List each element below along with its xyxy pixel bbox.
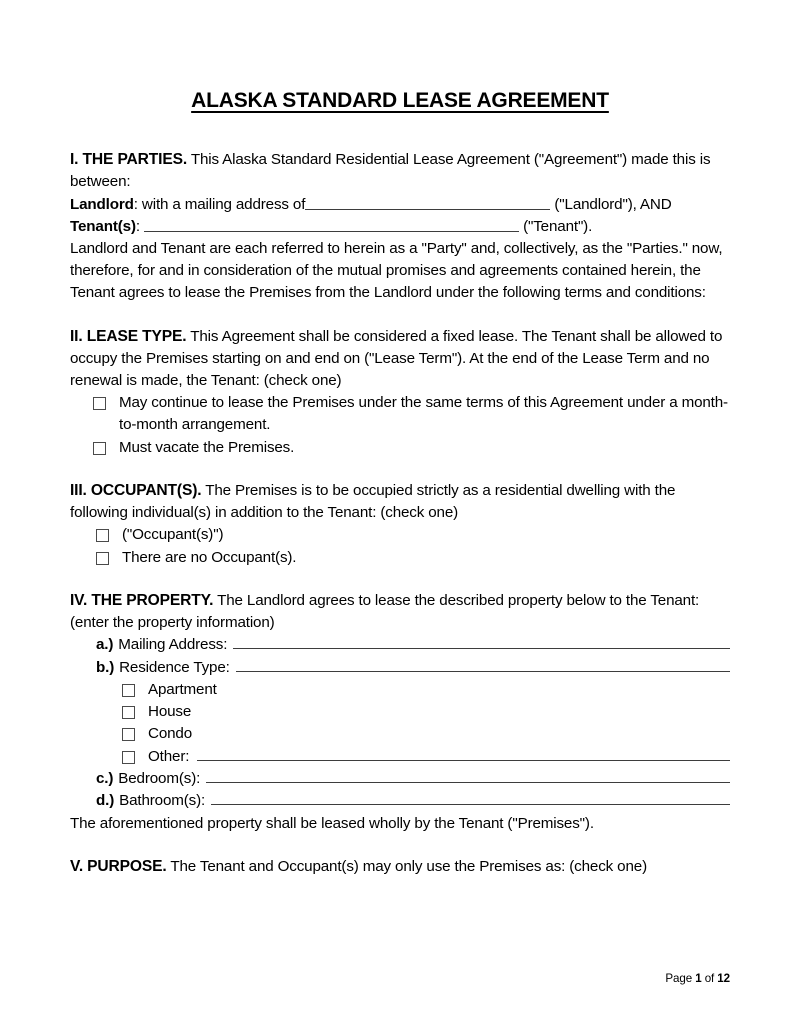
- spacer: [70, 305, 730, 326]
- mailing-address-field[interactable]: [233, 636, 730, 649]
- spacer: [70, 835, 730, 856]
- field-label: Bedroom(s):: [118, 769, 201, 787]
- section-purpose-intro-text: The Tenant and Occupant(s) may only use the Premises as: (check one): [166, 857, 647, 875]
- spacer: [70, 459, 730, 480]
- section-property-closing: The aforementioned property shall be leased wholly by the Tenant ("Premises").: [70, 814, 594, 832]
- list-item[interactable]: [122, 701, 730, 723]
- field-letter: d.): [96, 792, 115, 810]
- residence-type-options: [122, 679, 730, 768]
- list-item-other[interactable]: [122, 746, 730, 768]
- section-occupants-intro-text: The Premises is to be occupied strictly as a residential dwelling with the following individual(s) in addition to the Tenant: (check one): [70, 481, 676, 522]
- residence-type-other-row: [148, 746, 730, 768]
- footer-current-page: 1: [695, 972, 702, 985]
- residence-type-condo-label: Condo: [148, 725, 193, 743]
- property-field-mailing-address[interactable]: [96, 634, 730, 656]
- page-footer: [0, 972, 730, 985]
- bathrooms-field[interactable]: [211, 792, 730, 805]
- bedrooms-field[interactable]: [206, 770, 730, 783]
- residence-type-house-label: House: [148, 703, 192, 721]
- checkbox-icon[interactable]: [96, 552, 109, 565]
- list-item[interactable]: [122, 679, 730, 701]
- section-lease-type-intro: [70, 326, 730, 393]
- section-parties-intro-text: This Alaska Standard Residential Lease Agreement ("Agreement") made this is between:: [70, 151, 711, 191]
- list-item[interactable]: [96, 524, 730, 546]
- landlord-suffix: ("Landlord"), AND: [554, 195, 672, 213]
- page-title: [70, 88, 730, 114]
- property-field-residence-type[interactable]: [96, 657, 730, 679]
- tenant-text: :: [135, 217, 145, 235]
- section-lease-type-intro-text: This Agreement shall be considered a fixed lease. The Tenant shall be allowed to occupy the Premises starting on and end on ("Lease Term"). At the end of the Lease Term and no renewal is made, the Tenant: (check one): [70, 327, 723, 390]
- checkbox-icon[interactable]: [93, 397, 106, 410]
- list-item[interactable]: [122, 723, 730, 745]
- occupants-option-label: ("Occupant(s)"): [122, 526, 224, 544]
- list-item[interactable]: [93, 392, 730, 436]
- property-field-bedrooms[interactable]: [96, 768, 730, 790]
- landlord-label: Landlord: [70, 195, 134, 213]
- residence-type-field[interactable]: [236, 659, 730, 672]
- landlord-line: [70, 194, 730, 216]
- section-purpose-heading: V. PURPOSE.: [70, 857, 167, 875]
- section-lease-type-heading: II. LEASE TYPE.: [70, 327, 187, 345]
- field-label: Residence Type:: [119, 658, 230, 676]
- checkbox-icon[interactable]: [122, 751, 135, 764]
- section-occupants-heading: III. OCCUPANT(S).: [70, 481, 202, 499]
- footer-total-pages: 12: [717, 972, 730, 985]
- tenant-line: [70, 216, 730, 238]
- occupants-option-label: There are no Occupant(s).: [122, 548, 297, 566]
- residence-type-other-field[interactable]: [197, 748, 730, 761]
- field-letter: b.): [96, 658, 115, 676]
- document-body: [70, 88, 730, 878]
- page-title-text: ALASKA STANDARD LEASE AGREEMENT: [191, 89, 609, 112]
- section-parties-heading: I. THE PARTIES.: [70, 151, 188, 169]
- footer-middle: of: [701, 972, 718, 985]
- section-property-intro: [70, 590, 730, 634]
- spacer: [70, 114, 730, 149]
- checkbox-icon[interactable]: [122, 706, 135, 719]
- checkbox-icon[interactable]: [93, 442, 106, 455]
- tenant-suffix: ("Tenant").: [523, 217, 593, 235]
- spacer: [70, 569, 730, 590]
- checkbox-icon[interactable]: [96, 529, 109, 542]
- landlord-address-field[interactable]: [305, 196, 550, 210]
- lease-type-options: [93, 392, 730, 459]
- footer-prefix: Page: [665, 972, 696, 985]
- section-property-intro-text: The Landlord agrees to lease the described property below to the Tenant: (enter the property information): [70, 591, 700, 631]
- list-item[interactable]: [96, 547, 730, 569]
- residence-type-other-label: Other:: [148, 747, 190, 765]
- tenant-name-field[interactable]: [144, 218, 519, 232]
- section-parties-body: Landlord and Tenant are each referred to herein as a "Party" and, collectively, as the "Parties." now, therefore, for and in consideration of the mutual promises and agreements contained herein, the Tenant agrees to lease the Premises from the Landlord under the following terms and conditions:: [70, 240, 723, 302]
- section-property-heading: IV. THE PROPERTY.: [70, 591, 214, 609]
- field-letter: c.): [96, 769, 114, 787]
- section-parties-intro: [70, 149, 730, 193]
- field-label: Mailing Address:: [118, 636, 228, 654]
- section-purpose-intro: [70, 856, 730, 878]
- lease-type-option-label: Must vacate the Premises.: [119, 438, 295, 456]
- field-label: Bathroom(s):: [119, 792, 206, 810]
- section-occupants-intro: [70, 480, 730, 524]
- list-item[interactable]: [93, 437, 730, 459]
- residence-type-apartment-label: Apartment: [148, 680, 217, 698]
- checkbox-icon[interactable]: [122, 728, 135, 741]
- field-letter: a.): [96, 636, 114, 654]
- property-field-bathrooms[interactable]: [96, 790, 730, 812]
- lease-type-option-label: May continue to lease the Premises under the same terms of this Agreement under a month-to-month arrangement.: [119, 394, 728, 434]
- tenant-label: Tenant(s): [70, 217, 136, 235]
- checkbox-icon[interactable]: [122, 684, 135, 697]
- occupants-options: [96, 524, 730, 568]
- landlord-text: : with a mailing address of: [133, 195, 306, 213]
